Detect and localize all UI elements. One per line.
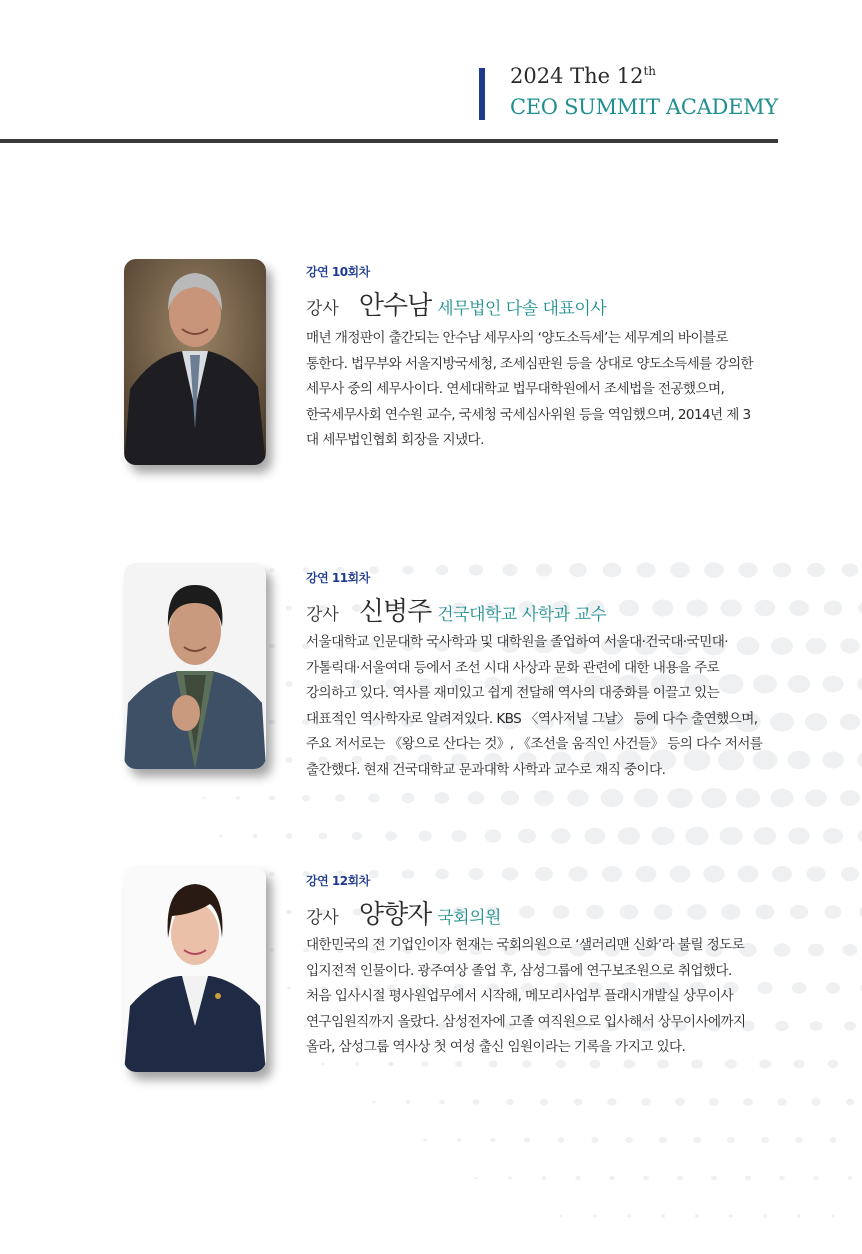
background-dot [634,788,658,807]
speaker-title: 국회의원 [437,908,501,928]
background-dot [501,791,519,805]
background-dot [669,866,690,883]
background-dot [828,1060,838,1068]
background-dot [619,600,640,616]
background-dot [636,562,655,577]
background-dot [602,866,622,882]
background-dot [269,644,275,649]
background-dot [805,789,827,806]
background-dot [455,1061,463,1067]
background-dot [252,834,257,838]
background-dot [721,904,740,919]
speaker-photo [124,866,266,1072]
background-dot [321,1063,324,1066]
background-dot [219,835,223,838]
background-dot [269,872,275,876]
background-dot [841,867,859,881]
background-dot [844,1021,856,1030]
bio-line: 대표적인 역사학자로 알려져있다. KBS 〈역사저널 그날〉 등에 다수 출연했으며, [306,710,758,727]
background-dot [842,563,859,576]
background-dot [831,1215,834,1218]
background-dot [677,1176,683,1181]
background-dot [567,790,588,807]
background-dot [795,1137,802,1143]
bio-line: 입지전적 인물이다. 광주여상 졸업 후, 삼성그룹에 연구보조원으로 취업했다. [306,962,732,979]
header-accent-bar [479,68,485,120]
background-dot [675,1098,685,1106]
background-dot [858,601,862,615]
background-dot [575,1176,580,1180]
background-dot [685,827,708,846]
background-dot [729,1214,733,1217]
background-dot [813,1176,818,1180]
background-dot [790,905,808,919]
background-dot [848,1176,853,1180]
background-dot [761,1137,769,1143]
background-dot [842,944,857,956]
background-dot [439,1100,445,1105]
role-label: 강사 [306,605,339,625]
background-dot [720,600,741,617]
background-dot [402,566,413,575]
background-dot [569,866,588,881]
background-dot [435,869,448,880]
speaker-name-row [306,285,606,322]
bio-line: 강의하고 있다. 역사를 재미있고 쉽게 전달해 역사의 대중화를 이끌고 있는 [306,685,720,702]
background-dot [709,1098,719,1106]
background-dot [302,795,310,801]
background-dot [693,1137,701,1143]
background-dot [840,714,860,730]
background-dot [823,828,843,844]
background-dot [807,563,825,577]
background-dot [535,867,553,881]
background-dot [823,676,844,693]
background-dot [625,1137,633,1143]
background-dot [418,831,431,842]
bio-line: 세무사 중의 세무사이다. 연세대학교 법무대학원에서 조세법을 전공했으며, [306,381,725,398]
speaker-photo [124,259,266,465]
background-dot [738,866,759,883]
background-dot [369,566,379,574]
background-dot [270,568,275,572]
background-dot [285,757,292,763]
background-dot [695,1214,699,1217]
background-dot [763,1214,767,1217]
background-dot [620,905,639,920]
background-dot [474,1177,477,1180]
background-dot [534,790,554,806]
bio-line: 처음 입사시절 평사원업무에서 시작해, 메모리사업부 플래시개발실 상무이사 [306,988,734,1005]
speaker-title: 세무법인 다솔 대표이사 [437,299,607,319]
background-dot [607,1098,616,1105]
background-dot [704,562,723,578]
speaker-name: 신병주 [358,597,432,627]
speaker-photo [124,563,266,769]
background-dot [352,832,362,840]
speaker-name: 안수남 [358,291,432,321]
background-dot [355,1062,359,1066]
background-dot [502,564,517,576]
background-dot [422,1061,429,1066]
background-dot [830,1137,837,1143]
background-dot [508,1176,512,1179]
background-dot [773,563,792,578]
background-dot [793,1060,804,1069]
background-dot [286,910,292,915]
background-dot [609,1176,615,1181]
background-dot [643,1176,649,1181]
background-dot [601,789,624,807]
background-dot [846,1099,854,1106]
background-dot [368,793,379,802]
background-dot [536,563,552,576]
background-dot [335,794,345,802]
background-dot [540,1099,548,1106]
background-dot [711,1176,717,1181]
background-dot [755,600,776,617]
background-dot [777,1098,786,1106]
speaker-bio [306,630,786,784]
bio-line: 올라, 삼성그룹 역사상 첫 여성 출신 임원이라는 기록을 가지고 있다. [306,1039,686,1056]
speaker-name-row [306,591,606,628]
background-dot [659,1137,667,1143]
background-dot [840,790,860,806]
bio-line: 주요 저서로는 《왕으로 산다는 것》, 《조선을 움직인 사건들》 등의 다수 저서를 [306,736,763,753]
background-dot [806,638,827,654]
background-dot [270,948,274,951]
background-dot [686,599,707,616]
background-dot [824,601,843,616]
background-dot [857,676,862,691]
background-dot [436,565,449,575]
background-dot [269,719,276,724]
background-dot [720,827,743,845]
background-dot [808,944,824,957]
background-dot [319,833,328,840]
background-dot [502,867,518,880]
background-dot [857,752,862,768]
background-dot [236,796,241,800]
bio-line: 대 세무법인협회 회장을 지냈다. [306,432,484,449]
background-dot [286,833,293,839]
background-dot [797,1215,801,1218]
role-label: 강사 [306,908,339,928]
header-divider [0,139,778,143]
background-dot [641,1098,651,1106]
background-dot [652,600,673,617]
background-dot [668,788,693,808]
background-dot [519,906,535,919]
background-dot [559,1215,562,1218]
background-dot [388,1062,394,1066]
background-dot [603,563,621,578]
background-dot [771,789,794,807]
background-dot [556,1060,566,1068]
header-edition: 2024 The 12th [510,64,657,88]
background-dot [551,828,571,844]
speaker-title: 건국대학교 사학과 교수 [437,605,607,625]
speaker-bio [306,326,786,454]
background-dot [585,828,606,845]
background-dot [586,905,604,919]
background-dot [618,827,640,845]
background-dot [703,865,724,882]
background-dot [569,563,587,577]
background-dot [810,1021,823,1031]
background-dot [812,1098,821,1105]
background-dot [553,905,570,919]
background-dot [670,562,689,578]
bio-line: 한국세무사회 연수원 교수, 국세청 국세심사위원 등을 역임했으며, 2014년 제 3 [306,406,751,423]
background-dot [423,1139,427,1142]
session-label: 강연 10회차 [306,265,370,279]
background-dot [506,1099,514,1105]
background-dot [736,788,760,807]
background-dot [745,1176,751,1181]
background-dot [822,751,843,768]
background-dot [385,831,397,840]
background-dot [636,866,657,883]
background-dot [652,827,675,845]
background-dot [743,1098,753,1106]
background-dot [468,791,484,804]
role-label: 강사 [306,299,339,319]
background-dot [788,751,811,769]
background-dot [269,795,275,800]
background-dot [202,797,205,799]
background-dot [372,1101,376,1104]
background-dot [779,1176,785,1181]
background-dot [792,982,807,994]
background-dot [457,1138,462,1142]
background-dot [522,1060,532,1068]
background-dot [406,1100,411,1104]
speaker-name: 양향자 [358,900,432,930]
background-dot [469,564,483,575]
bio-line: 출간했다. 현재 건국대학교 문과대학 사학과 교수로 재직 중이다. [306,761,666,778]
background-dot [524,1138,530,1143]
background-dot [754,827,776,845]
bio-line: 대한민국의 전 기업인이자 현재는 국회의원으로 ‘샐러리맨 신화’라 불릴 정도로 [306,937,745,953]
background-dot [286,605,292,610]
background-dot [727,1137,735,1143]
background-dot [469,868,484,880]
background-dot [788,675,810,693]
background-dot [401,793,414,803]
background-dot [627,1214,631,1217]
background-dot [490,1138,495,1142]
background-dot [806,866,825,881]
background-dot [756,904,775,919]
background-dot [369,870,379,878]
background-dot [542,1176,547,1180]
background-dot [485,829,502,842]
speaker-name-row [306,894,501,931]
background-dot [701,788,726,808]
background-dot [738,562,757,577]
background-dot [789,600,809,616]
background-dot [687,904,706,920]
background-dot [788,828,809,845]
background-dot [591,1137,598,1143]
bio-line: 통한다. 법무부와 서울지방국세청, 조세심판원 등을 상대로 양도소득세를 강의한 [306,355,754,372]
bio-line: 가톨릭대·서울여대 등에서 조선 시대 사상과 문화 관련에 대한 내용을 주로 [306,659,720,676]
background-dot [840,638,859,653]
background-dot [287,986,291,989]
background-dot [593,1215,597,1218]
background-dot [805,713,827,731]
background-dot [574,1098,583,1105]
background-dot [653,904,672,919]
bio-line: 연구임원직까지 올랐다. 삼성전자에 고졸 여직원으로 입사해서 상무이사에까지 [306,1013,746,1030]
speaker-bio [306,933,786,1061]
session-label: 강연 12회차 [306,874,370,888]
background-dot [518,829,536,843]
background-dot [661,1214,665,1217]
background-dot [451,830,466,842]
background-dot [824,905,841,919]
background-dot [558,1137,565,1142]
background-dot [826,982,840,993]
background-dot [402,869,414,879]
header-program-title: CEO SUMMIT ACADEMY [510,95,778,119]
bio-line: 서울대학교 인문대학 국사학과 및 대학원을 졸업하여 서울대·건국대·국민대· [306,634,728,650]
background-dot [473,1099,480,1104]
background-dot [285,681,292,687]
background-dot [489,1060,498,1067]
background-dot [435,792,450,804]
background-dot [772,866,792,882]
session-label: 강연 11회차 [306,571,370,585]
background-dot [858,829,862,844]
bio-line: 매년 개정판이 출간되는 안수남 세무사의 ‘양도소득세’는 세무계의 바이블로 [306,330,728,346]
